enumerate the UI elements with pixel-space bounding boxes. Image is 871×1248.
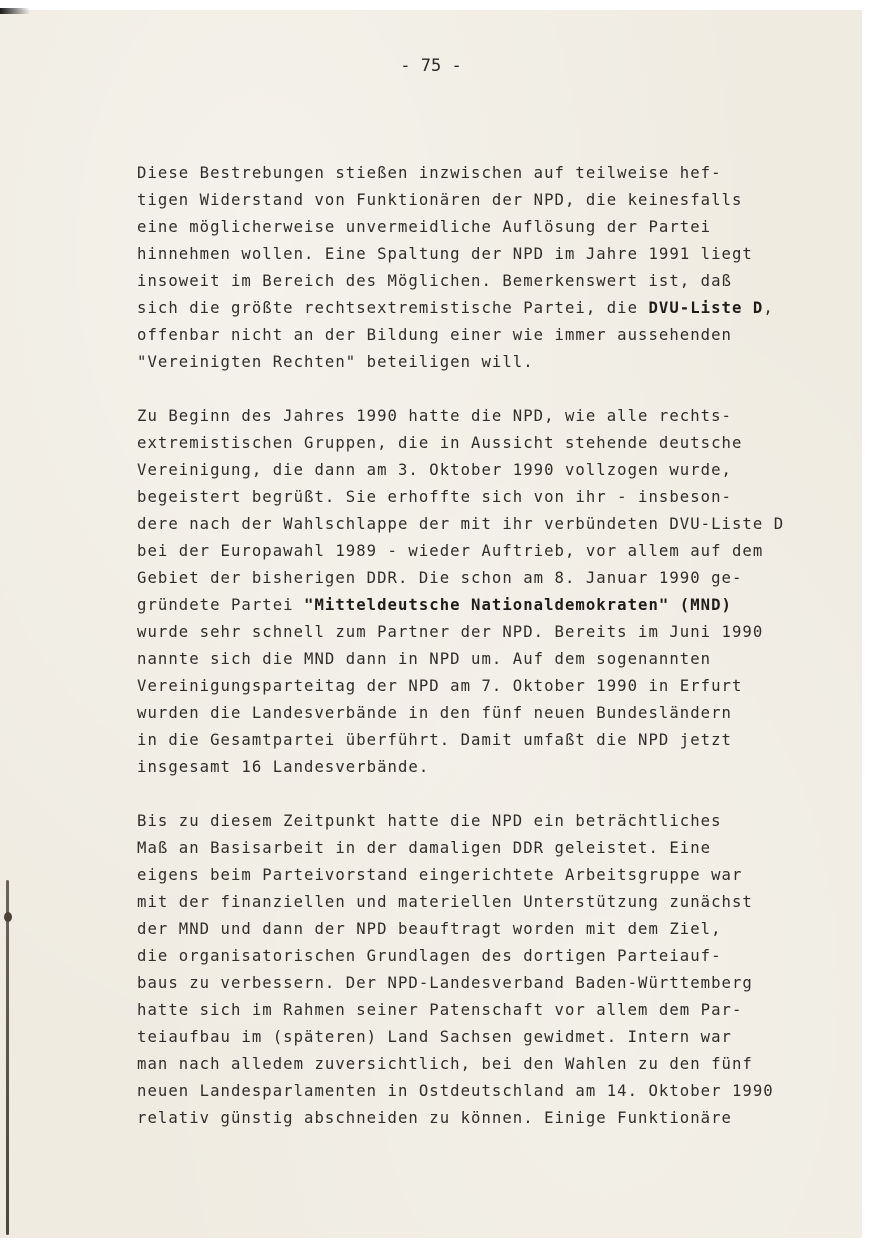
- text-segment: Gebiet der bisherigen DDR. Die schon am 8. Januar 1990 ge-: [137, 569, 743, 587]
- text-segment: Vereinigung, die dann am 3. Oktober 1990 vollzogen wurde,: [137, 461, 732, 479]
- text-line: [137, 214, 837, 241]
- page-number: - 75 -: [400, 56, 462, 76]
- text-line: [137, 484, 837, 511]
- document-body: [137, 160, 837, 1159]
- scanned-page: [0, 10, 862, 1238]
- emphasized-text: DVU-Liste D: [648, 299, 764, 317]
- text-segment: eine möglicherweise unvermeidliche Auflösung der Partei: [137, 218, 712, 236]
- text-line: [137, 511, 837, 538]
- text-segment: ,: [763, 299, 774, 317]
- text-line: [137, 673, 837, 700]
- text-segment: teiaufbau im (späteren) Land Sachsen gewidmet. Intern war: [137, 1028, 732, 1046]
- text-segment: offenbar nicht an der Bildung einer wie immer aussehenden: [137, 326, 732, 344]
- scan-edge-shadow: [0, 8, 30, 14]
- text-segment: Diese Bestrebungen stießen inzwischen auf teilweise hef-: [137, 164, 722, 182]
- binding-line: [6, 880, 9, 1235]
- text-line: [137, 646, 837, 673]
- text-segment: begeistert begrüßt. Sie erhoffte sich von ihr - insbeson-: [137, 488, 732, 506]
- text-line: [137, 970, 837, 997]
- paragraph-3: [137, 808, 837, 1132]
- binding-mark: [4, 912, 12, 922]
- text-segment: baus zu verbessern. Der NPD-Landesverband Baden-Württemberg: [137, 974, 753, 992]
- text-segment: neuen Landesparlamenten in Ostdeutschland am 14. Oktober 1990: [137, 1082, 774, 1100]
- text-segment: hatte sich im Rahmen seiner Patenschaft vor allem dem Par-: [137, 1001, 743, 1019]
- text-line: [137, 592, 837, 619]
- text-line: [137, 889, 837, 916]
- text-line: [137, 241, 837, 268]
- text-line: [137, 727, 837, 754]
- emphasized-text: "Mitteldeutsche Nationaldemokraten" (MND): [304, 596, 732, 614]
- text-segment: Maß an Basisarbeit in der damaligen DDR geleistet. Eine: [137, 839, 712, 857]
- text-line: [137, 538, 837, 565]
- text-segment: insoweit im Bereich des Möglichen. Bemerkenswert ist, daß: [137, 272, 732, 290]
- text-segment: Zu Beginn des Jahres 1990 hatte die NPD, wie alle rechts-: [137, 407, 732, 425]
- text-segment: der MND und dann der NPD beauftragt worden mit dem Ziel,: [137, 920, 722, 938]
- text-line: [137, 997, 837, 1024]
- text-line: [137, 862, 837, 889]
- text-segment: "Vereinigten Rechten" beteiligen will.: [137, 353, 534, 371]
- text-line: [137, 295, 837, 322]
- text-line: [137, 403, 837, 430]
- text-line: [137, 187, 837, 214]
- text-line: [137, 754, 837, 781]
- text-line: [137, 160, 837, 187]
- text-segment: dere nach der Wahlschlappe der mit ihr verbündeten DVU-Liste D: [137, 515, 785, 533]
- text-segment: bei der Europawahl 1989 - wieder Auftrieb, vor allem auf dem: [137, 542, 764, 560]
- text-line: [137, 700, 837, 727]
- text-line: [137, 565, 837, 592]
- text-line: [137, 835, 837, 862]
- text-line: [137, 619, 837, 646]
- paragraph-2: [137, 403, 837, 781]
- text-segment: in die Gesamtpartei überführt. Damit umfaßt die NPD jetzt: [137, 731, 732, 749]
- text-segment: relativ günstig abschneiden zu können. Einige Funktionäre: [137, 1109, 732, 1127]
- text-segment: sich die größte rechtsextremistische Partei, die: [137, 299, 649, 317]
- text-line: [137, 430, 837, 457]
- text-line: [137, 808, 837, 835]
- text-segment: man nach alledem zuversichtlich, bei den Wahlen zu den fünf: [137, 1055, 753, 1073]
- text-segment: tigen Widerstand von Funktionären der NPD, die keinesfalls: [137, 191, 743, 209]
- text-segment: nannte sich die MND dann in NPD um. Auf dem sogenannten: [137, 650, 712, 668]
- text-segment: Bis zu diesem Zeitpunkt hatte die NPD ein beträchtliches: [137, 812, 722, 830]
- text-line: [137, 1078, 837, 1105]
- text-segment: mit der finanziellen und materiellen Unterstützung zunächst: [137, 893, 753, 911]
- text-segment: die organisatorischen Grundlagen des dortigen Parteiauf-: [137, 947, 722, 965]
- text-line: [137, 916, 837, 943]
- text-segment: extremistischen Gruppen, die in Aussicht stehende deutsche: [137, 434, 743, 452]
- text-line: [137, 322, 837, 349]
- text-segment: gründete Partei: [137, 596, 305, 614]
- text-line: [137, 1051, 837, 1078]
- text-segment: insgesamt 16 Landesverbände.: [137, 758, 430, 776]
- paragraph-1: [137, 160, 837, 376]
- text-segment: eigens beim Parteivorstand eingerichtete Arbeitsgruppe war: [137, 866, 743, 884]
- text-segment: wurden die Landesverbände in den fünf neuen Bundesländern: [137, 704, 732, 722]
- text-line: [137, 1105, 837, 1132]
- text-segment: hinnehmen wollen. Eine Spaltung der NPD im Jahre 1991 liegt: [137, 245, 753, 263]
- text-line: [137, 1024, 837, 1051]
- text-segment: Vereinigungsparteitag der NPD am 7. Oktober 1990 in Erfurt: [137, 677, 743, 695]
- text-line: [137, 349, 837, 376]
- text-line: [137, 457, 837, 484]
- text-line: [137, 943, 837, 970]
- text-segment: wurde sehr schnell zum Partner der NPD. Bereits im Juni 1990: [137, 623, 764, 641]
- text-line: [137, 268, 837, 295]
